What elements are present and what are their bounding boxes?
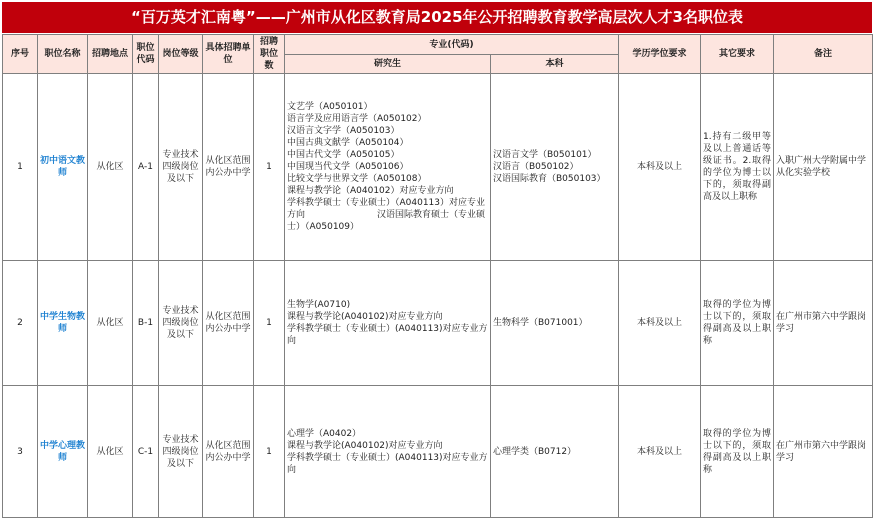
major-line: 汉语言文字学（A050103）: [287, 126, 400, 136]
cell-degree: 本科及以上: [619, 386, 701, 518]
cell-other: 取得的学位为博士以下的，须取得副高及以上职称: [701, 386, 774, 518]
major-line: 中国古代文学（A050105）: [287, 150, 400, 160]
header-seq: 序号: [3, 35, 38, 74]
cell-remarks: 在广州市第六中学跟岗学习: [774, 386, 873, 518]
major-line: 心理学类（B0712）: [493, 446, 577, 457]
cell-other: 取得的学位为博士以下的，须取得副高及以上职称: [701, 261, 774, 386]
cell-location: 从化区: [88, 386, 133, 518]
cell-remarks: 在广州市第六中学跟岗学习: [774, 261, 873, 386]
cell-seq: 3: [3, 386, 38, 518]
major-line: 生物科学（B071001）: [493, 318, 588, 328]
major-line: 比较文学与世界文学（A050108）: [287, 174, 427, 184]
cell-count: 1: [254, 74, 285, 261]
major-line: 生物学(A0710): [287, 300, 351, 310]
major-line: 中国古典文献学（A050104）: [287, 138, 409, 148]
cell-seq: 2: [3, 261, 38, 386]
header-location: 招聘地点: [88, 35, 133, 74]
cell-code: B-1: [133, 261, 159, 386]
cell-degree: 本科及以上: [619, 74, 701, 261]
major-line: 学科教学硕士（专业硕士）(A040113)对应专业方向: [287, 324, 488, 346]
major-line: 学科教学硕士（专业硕士）(A040113)对应专业方向: [287, 452, 488, 475]
header-postgrad: 研究生: [285, 55, 491, 74]
cell-position-name: 中学心理教师: [38, 386, 88, 518]
cell-position-name: 初中语文教师: [38, 74, 88, 261]
major-line: 汉语言文学（B050101）: [493, 150, 597, 160]
cell-location: 从化区: [88, 74, 133, 261]
cell-degree: 本科及以上: [619, 261, 701, 386]
page-title: “百万英才汇南粤”——广州市从化区教育局2025年公开招聘教育教学高层次人才3名职位表: [2, 2, 872, 33]
cell-postgrad: [285, 74, 491, 261]
cell-postgrad: [285, 386, 491, 518]
header-unit: 具体招聘单位: [203, 35, 254, 74]
major-line: 文艺学（A050101）: [287, 102, 373, 112]
cell-position-name: 中学生物教师: [38, 261, 88, 386]
header-position-code: 职位代码: [133, 35, 159, 74]
header-position-name: 职位名称: [38, 35, 88, 74]
cell-undergrad: [491, 261, 619, 386]
header-degree: 学历学位要求: [619, 35, 701, 74]
major-line: 中国现当代文学（A050106）: [287, 162, 409, 172]
cell-location: 从化区: [88, 261, 133, 386]
major-line: 课程与教学论(A040102)对应专业方向: [287, 440, 443, 451]
major-line: 语言学及应用语言学（A050102）: [287, 114, 427, 124]
table-row: [3, 261, 873, 386]
major-line: 汉语国际教育（B050103）: [493, 174, 606, 184]
cell-undergrad: [491, 386, 619, 518]
cell-unit: 从化区范围内公办中学: [203, 386, 254, 518]
cell-code: A-1: [133, 74, 159, 261]
cell-seq: 1: [3, 74, 38, 261]
header-position-level: 岗位等级: [159, 35, 203, 74]
cell-code: C-1: [133, 386, 159, 518]
cell-other: 1.持有二级甲等及以上普通话等级证书。2.取得的学位为博士以下的，须取得副高及以上职称: [701, 74, 774, 261]
cell-unit: 从化区范围内公办中学: [203, 74, 254, 261]
header-undergrad: 本科: [491, 55, 619, 74]
major-line: 汉语言（B050102）: [493, 162, 579, 172]
cell-count: 1: [254, 261, 285, 386]
table-row: [3, 74, 873, 261]
cell-undergrad: [491, 74, 619, 261]
major-line: 心理学（A0402）: [287, 428, 362, 439]
major-line: 课程与教学论(A040102)对应专业方向: [287, 312, 443, 322]
table-row: [3, 386, 873, 518]
major-line: 学科教学硕士（专业硕士）（A040113）对应专业方向 汉语国际教育硕士（专业硕士）（A050109）: [287, 198, 486, 232]
header-other: 其它要求: [701, 35, 774, 74]
cell-level: 专业技术四级岗位及以下: [159, 386, 203, 518]
cell-count: 1: [254, 386, 285, 518]
positions-table: [2, 34, 873, 518]
cell-postgrad: [285, 261, 491, 386]
header-remarks: 备注: [774, 35, 873, 74]
header-count: 招聘职位数: [254, 35, 285, 74]
cell-level: 专业技术四级岗位及以下: [159, 74, 203, 261]
header-major: 专业(代码): [285, 35, 619, 55]
cell-level: 专业技术四级岗位及以下: [159, 261, 203, 386]
cell-unit: 从化区范围内公办中学: [203, 261, 254, 386]
major-line: 课程与教学论（A040102）对应专业方向: [287, 186, 454, 196]
cell-remarks: 入职广州大学附属中学从化实验学校: [774, 74, 873, 261]
